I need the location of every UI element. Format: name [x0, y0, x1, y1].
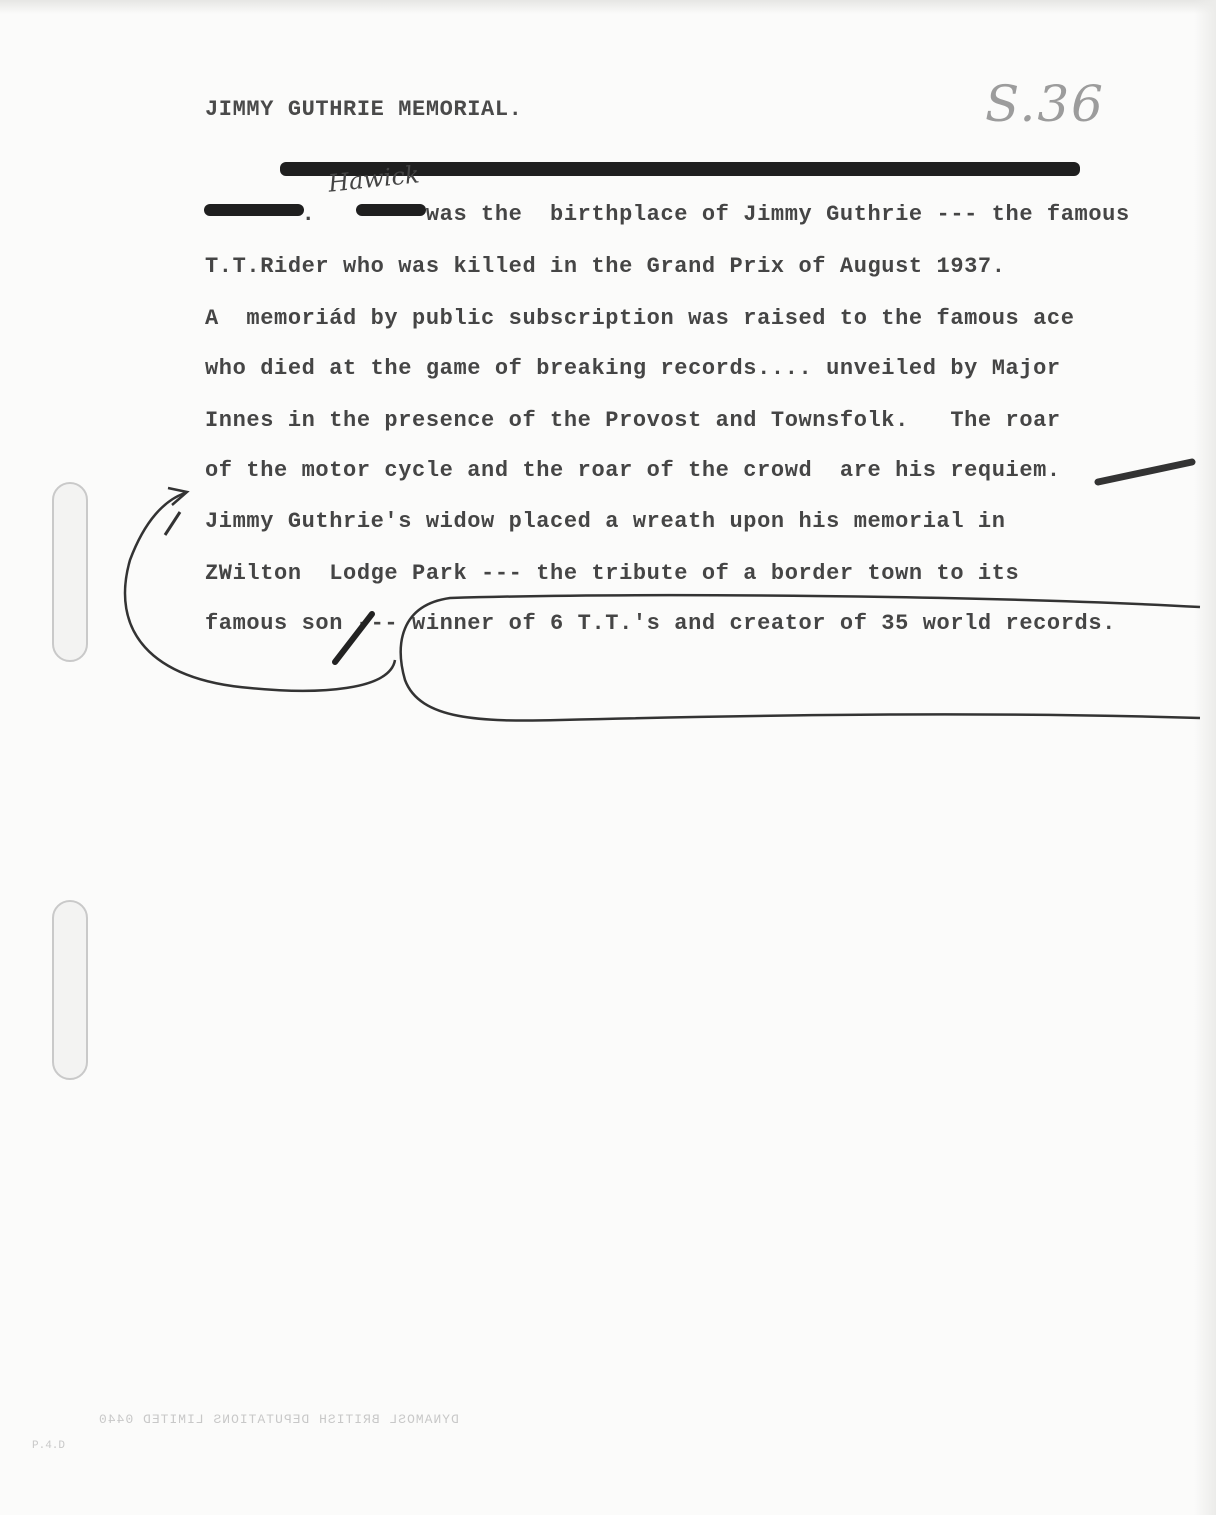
document-title: JIMMY GUTHRIE MEMORIAL.: [205, 97, 523, 122]
body-line-3: A memoriád by public subscription was raised to the famous ace: [205, 306, 1075, 331]
handwritten-insertion: Hawick: [326, 160, 421, 198]
body-line-4: who died at the game of breaking records.... unveiled by Major: [205, 356, 1061, 381]
pen-stroke-requiem: [1098, 462, 1192, 482]
insertion-slash-icon: [335, 614, 372, 662]
body-line-7: Jimmy Guthrie's widow placed a wreath upon his memorial in: [205, 509, 1006, 534]
body-line-6: of the motor cycle and the roar of the crowd are his requiem.: [205, 458, 1061, 483]
body-line-1: . was the birthplace of Jimmy Guthrie --- the famous: [205, 202, 1130, 227]
body-line-2: T.T.Rider who was killed in the Grand Prix of August 1937.: [205, 254, 1006, 279]
show-through-corner-text: P.4.D: [32, 1440, 66, 1452]
move-arrow-loop: [125, 493, 395, 691]
body-line-5: Innes in the presence of the Provost and Townsfolk. The roar: [205, 408, 1061, 433]
body-line-9: famous son --- winner of 6 T.T.'s and creator of 35 world records.: [205, 611, 1116, 636]
clause-enclosure-loop: [401, 595, 1200, 720]
arrow-tick: [165, 512, 180, 535]
show-through-footer-text: DYNAMOSL BRITISH DEPUTATIONS LIMITED 0440: [98, 1412, 459, 1427]
body-line-8: ZWilton Lodge Park --- the tribute of a border town to its: [205, 561, 1020, 586]
handwritten-page-reference: S.36: [985, 75, 1105, 133]
